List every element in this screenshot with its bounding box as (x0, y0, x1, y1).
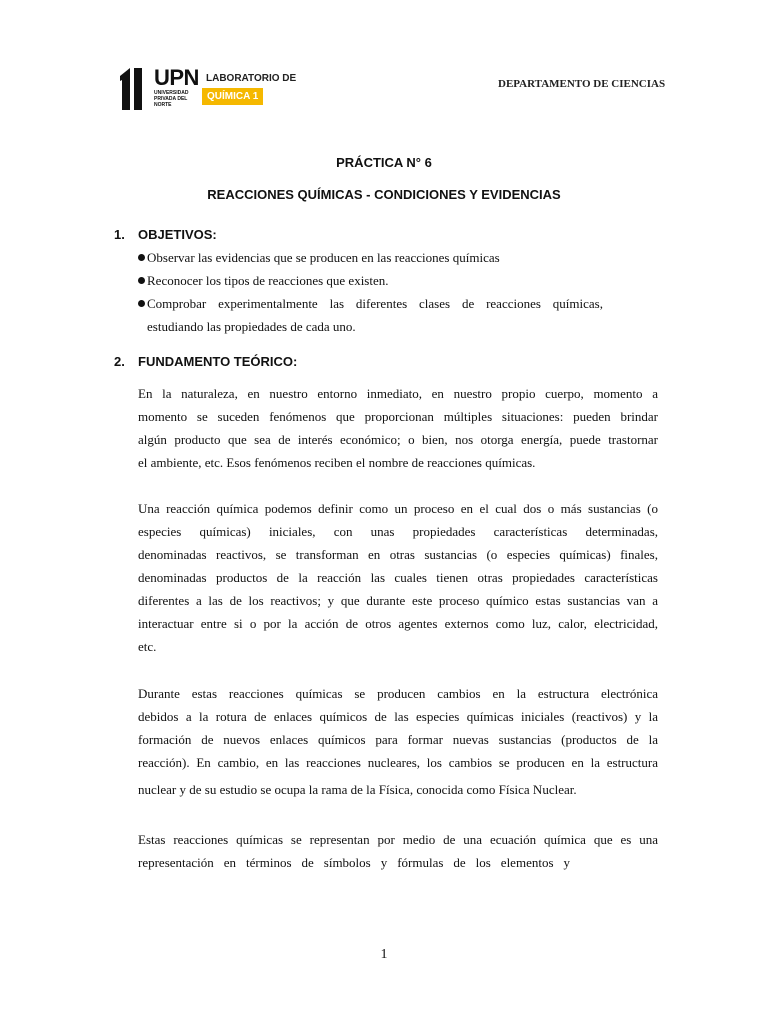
department-label: DEPARTAMENTO DE CIENCIAS (498, 78, 666, 90)
paragraph-line: formación de nuevos enlaces químicos para formar nuevas sustancias (productos de la (138, 732, 658, 747)
paragraph-line: En la naturaleza, en nuestro entorno inmediato, en nuestro propio cuerpo, momento a (138, 386, 658, 401)
paragraph-line: denominadas productos de la reacción las cuales tienen otras propiedades características (138, 570, 658, 585)
paragraph-line: diferentes a las de los reactivos; y que durante este proceso químico estas sustancias van a (138, 593, 658, 608)
paragraph-line: interactuar entre si o por la acción de otros agentes externos como luz, calor, electricidad, (138, 616, 658, 631)
paragraph-line: Una reacción química podemos definir como un proceso en el cual dos o más sustancias (o (138, 501, 658, 516)
objective-text: Reconocer los tipos de reacciones que existen. (147, 273, 389, 288)
upn-logo-mark-icon (118, 66, 152, 110)
objective-text: Observar las evidencias que se producen en las reacciones químicas (147, 250, 500, 265)
practice-subtitle: REACCIONES QUÍMICAS - CONDICIONES Y EVIDENCIAS (207, 187, 561, 202)
practice-title: PRÁCTICA N° 6 (336, 155, 432, 170)
bullet-icon (138, 300, 145, 307)
objective-continuation: estudiando las propiedades de cada uno. (147, 319, 356, 334)
paragraph-line: debidos a la rotura de enlaces químicos de las especies químicas iniciales (reactivos) y la (138, 709, 658, 724)
objective-text: Comprobar experimentalmente las diferentes clases de reacciones químicas, (147, 296, 603, 311)
logo-university-text: UNIVERSIDAD PRIVADA DEL NORTE (154, 90, 189, 108)
paragraph-line: nuclear y de su estudio se ocupa la rama de la Física, conocida como Física Nuclear. (138, 782, 577, 797)
objective-item (138, 250, 500, 266)
paragraph-line: representación en términos de símbolos y fórmulas de los elementos y (138, 855, 570, 870)
paragraph-line: especies químicas) iniciales, con unas propiedades características determinadas, (138, 524, 658, 539)
section1-heading: OBJETIVOS: (138, 227, 217, 242)
paragraph-line: denominadas reactivos, se transforman en otras sustancias (o especies químicas) finales, (138, 547, 658, 562)
objective-item (138, 273, 389, 289)
paragraph-line: reacción). En cambio, en las reacciones nucleares, los cambios se producen en la estructura (138, 755, 658, 770)
section2-heading: FUNDAMENTO TEÓRICO: (138, 354, 298, 369)
paragraph-line: momento se suceden fenómenos que proporcionan múltiples situaciones: pueden brindar (138, 409, 658, 424)
paragraph-line: algún producto que sea de interés económico; o bien, nos otorga energía, puede trastornar (138, 432, 658, 447)
upn-logo (118, 65, 297, 112)
bullet-icon (138, 254, 145, 261)
logo-lab-text: LABORATORIO DE (206, 73, 297, 84)
bullet-icon (138, 277, 145, 284)
paragraph-line: etc. (138, 639, 157, 654)
section2-number: 2. (114, 354, 125, 369)
page-number: 1 (380, 947, 388, 962)
paragraph-line: Estas reacciones químicas se representan por medio de una ecuación química que es una (138, 832, 658, 847)
objective-item (138, 296, 604, 312)
logo-quimica-badge: QUÍMICA 1 (202, 88, 263, 105)
paragraph-line: el ambiente, etc. Esos fenómenos reciben el nombre de reacciones químicas. (138, 455, 536, 470)
section1-number: 1. (114, 227, 125, 242)
paragraph-line: Durante estas reacciones químicas se producen cambios en la estructura electrónica (138, 686, 658, 701)
logo-upn-text: UPN (154, 65, 199, 90)
